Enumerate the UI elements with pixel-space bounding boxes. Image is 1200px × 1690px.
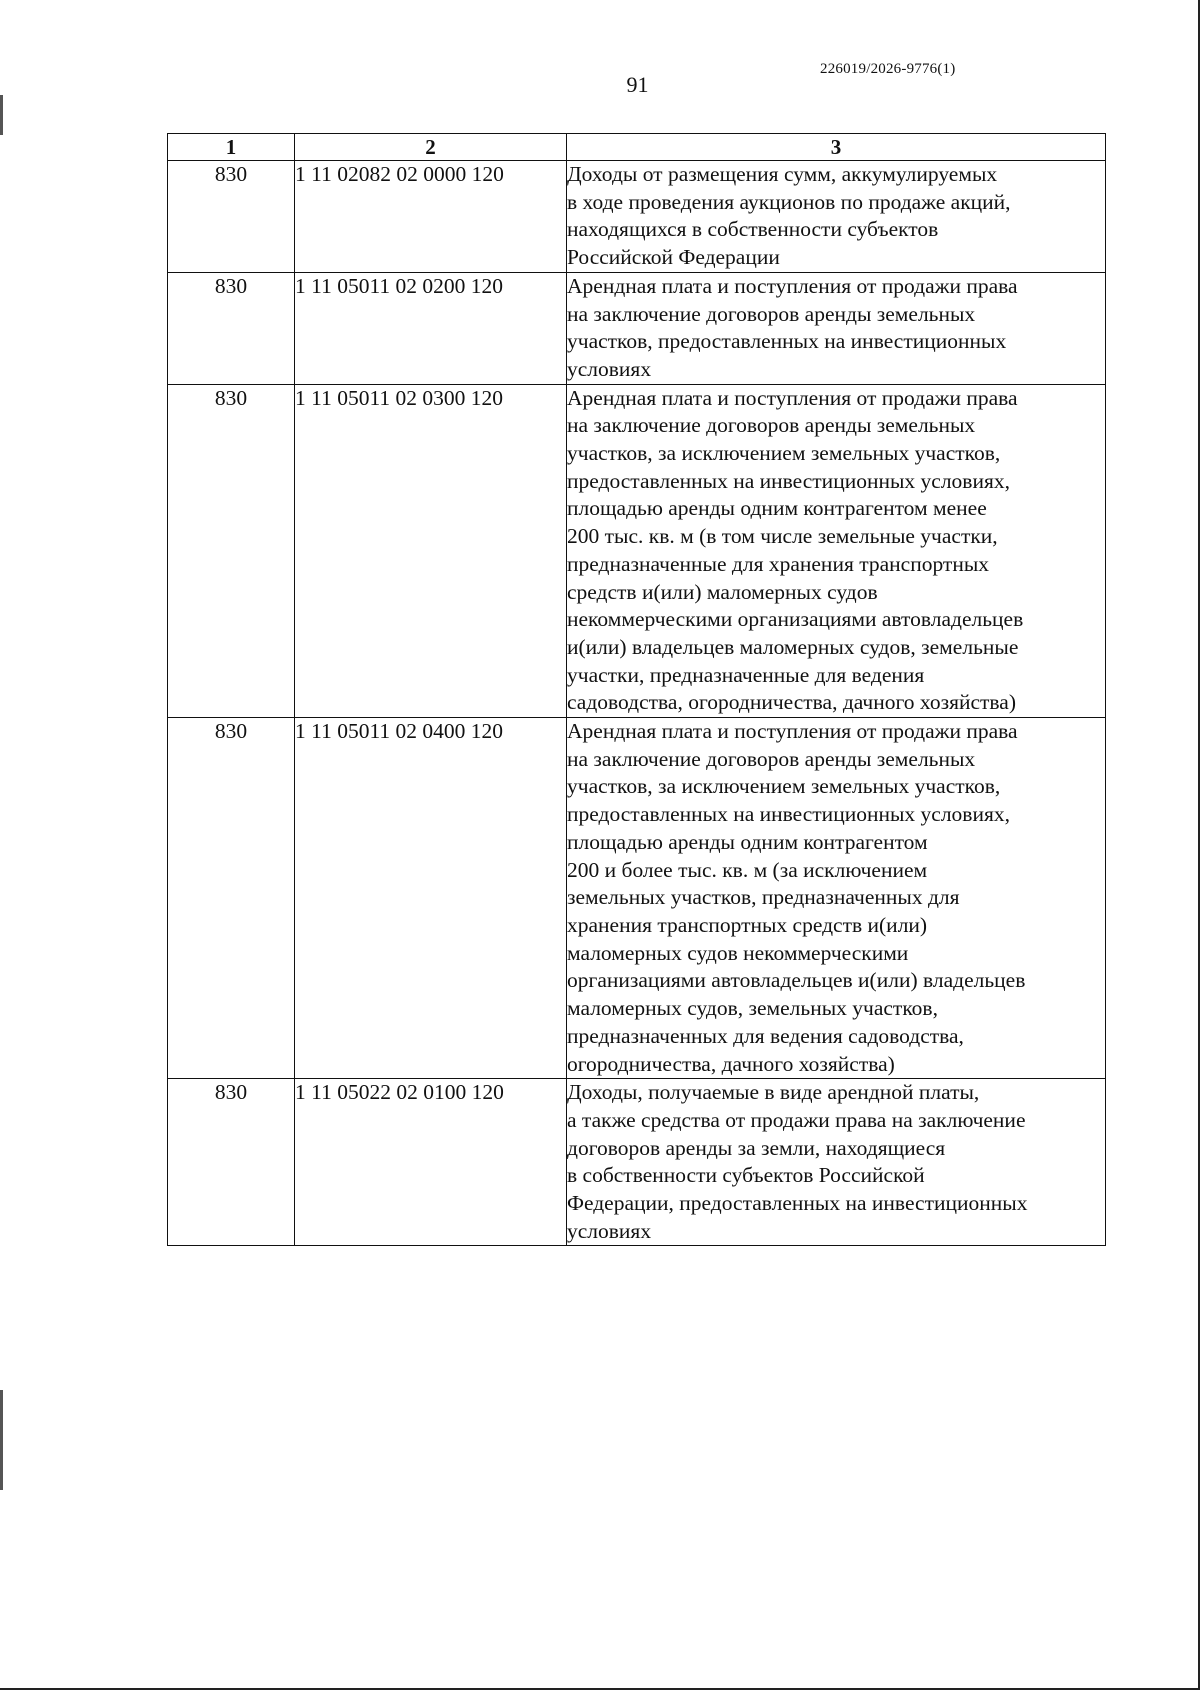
description-cell [567,1079,1106,1246]
description-line: площадью аренды одним контрагентом менее [567,496,987,521]
description-line: Федерации, предоставленных на инвестиционных [567,1191,1028,1216]
description-line: и(или) владельцев маломерных судов, земельные [567,634,1019,659]
description-line: 200 тыс. кв. м (в том числе земельные участки, [567,524,998,549]
description-line: Российской Федерации [567,245,780,270]
description-line: площадью аренды одним контрагентом [567,829,928,854]
admin-code-cell: 830 [168,272,295,384]
scan-mark-bottom [0,1390,3,1490]
description-line: Доходы, получаемые в виде арендной платы, [567,1080,980,1105]
description-line: садоводства, огородничества, дачного хозяйства) [567,690,1016,715]
description-line: в собственности субъектов Российской [567,1163,925,1188]
column-header-1: 1 [168,134,295,161]
revenue-codes-table [167,133,1106,1246]
table-row [168,384,1106,717]
document-id: 226019/2026-9776(1) [820,61,956,77]
description-line: маломерных судов некоммерческими [567,940,909,965]
page-number: 91 [626,72,649,97]
table-row [168,161,1106,273]
table-row [168,718,1106,1079]
budget-code-cell: 1 11 02082 02 0000 120 [295,161,567,273]
description-line: предоставленных на инвестиционных условиях, [567,468,1010,493]
budget-code-cell: 1 11 05011 02 0200 120 [295,272,567,384]
description-line: в ходе проведения аукционов по продаже акций, [567,189,1011,214]
scan-mark-top [0,95,3,135]
description-line: на заключение договоров аренды земельных [567,413,976,438]
description-cell [567,384,1106,717]
table-row [168,272,1106,384]
admin-code-cell: 830 [168,1079,295,1246]
description-line: Арендная плата и поступления от продажи права [567,273,1018,298]
description-line: предназначенные для хранения транспортных [567,551,990,576]
description-line: условиях [567,356,652,381]
description-cell [567,272,1106,384]
description-line: 200 и более тыс. кв. м (за исключением [567,857,928,882]
description-line: Арендная плата и поступления от продажи права [567,385,1018,410]
description-line: договоров аренды за земли, находящиеся [567,1135,946,1160]
description-line: хранения транспортных средств и(или) [567,912,928,937]
column-header-2: 2 [295,134,567,161]
description-line: находящихся в собственности субъектов [567,217,939,242]
budget-code-cell: 1 11 05011 02 0300 120 [295,384,567,717]
description-line: участков, за исключением земельных участков, [567,441,1001,466]
description-line: Арендная плата и поступления от продажи права [567,719,1018,744]
description-line: предназначенных для ведения садоводства, [567,1023,964,1048]
description-line: земельных участков, предназначенных для [567,885,960,910]
description-cell [567,161,1106,273]
description-line: огородничества, дачного хозяйства) [567,1051,895,1076]
description-line: а также средства от продажи права на заключение [567,1107,1026,1132]
description-line: условиях [567,1218,652,1243]
description-line: организациями автовладельцев и(или) владельцев [567,968,1026,993]
description-line: некоммерческими организациями автовладельцев [567,607,1024,632]
description-line: предоставленных на инвестиционных условиях, [567,802,1010,827]
admin-code-cell: 830 [168,384,295,717]
column-header-3: 3 [567,134,1106,161]
description-line: участков, за исключением земельных участков, [567,774,1001,799]
table-row [168,1079,1106,1246]
budget-code-cell: 1 11 05022 02 0100 120 [295,1079,567,1246]
description-line: средств и(или) маломерных судов [567,579,878,604]
description-line: маломерных судов, земельных участков, [567,996,938,1021]
table-header-row [168,134,1106,161]
description-line: участки, предназначенные для ведения [567,662,925,687]
admin-code-cell: 830 [168,161,295,273]
admin-code-cell: 830 [168,718,295,1079]
description-cell [567,718,1106,1079]
description-line: Доходы от размещения сумм, аккумулируемых [567,162,998,186]
description-line: на заключение договоров аренды земельных [567,301,976,326]
table-body [168,161,1106,1246]
description-line: на заключение договоров аренды земельных [567,746,976,771]
description-line: участков, предоставленных на инвестиционных [567,329,1007,354]
budget-code-cell: 1 11 05011 02 0400 120 [295,718,567,1079]
